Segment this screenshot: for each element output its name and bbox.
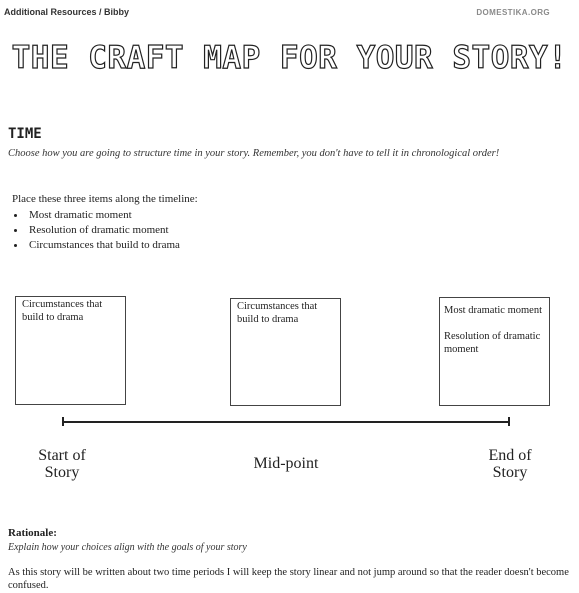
timeline-tick-start: [62, 417, 64, 426]
breadcrumb: Additional Resources / Bibby: [4, 7, 130, 17]
list-item: Resolution of dramatic moment: [12, 223, 180, 238]
page-title: THE CRAFT MAP FOR YOUR STORY!: [11, 40, 568, 76]
box-text: Circumstances that build to drama: [237, 301, 318, 325]
timeline-tick-end: [508, 417, 510, 426]
timeline-box-end[interactable]: [439, 297, 550, 406]
instructions-list: [12, 208, 180, 253]
timeline-label-mid: Mid-point: [253, 455, 319, 472]
rationale-subtitle: Explain how your choices align with the goals of your story: [8, 542, 247, 553]
box-text: Circumstances that build to drama: [22, 299, 103, 323]
list-item: Most dramatic moment: [12, 208, 180, 223]
section-title: TIME: [8, 126, 42, 142]
timeline-line: [63, 421, 509, 423]
rationale-title: Rationale:: [8, 527, 57, 539]
box-text: Resolution of dramatic moment: [444, 331, 541, 355]
timeline-label-start: Start of Story: [38, 447, 86, 481]
brand-logo: DOMESTIKA.ORG: [476, 8, 550, 17]
timeline-label-end: End of Story: [488, 447, 532, 481]
list-item: Circumstances that build to drama: [12, 238, 180, 253]
box-text: Most dramatic moment: [444, 305, 542, 316]
instructions-lead: Place these three items along the timeline:: [12, 193, 198, 205]
rationale-text: As this story will be written about two time periods I will keep the story linear and not jump around so that the reader doesn't become confused.: [8, 567, 569, 591]
section-subtitle: Choose how you are going to structure time in your story. Remember, you don't have to tell it in chronological order!: [8, 148, 500, 159]
timeline-box-mid[interactable]: [230, 298, 341, 406]
timeline-box-start[interactable]: [15, 296, 126, 405]
